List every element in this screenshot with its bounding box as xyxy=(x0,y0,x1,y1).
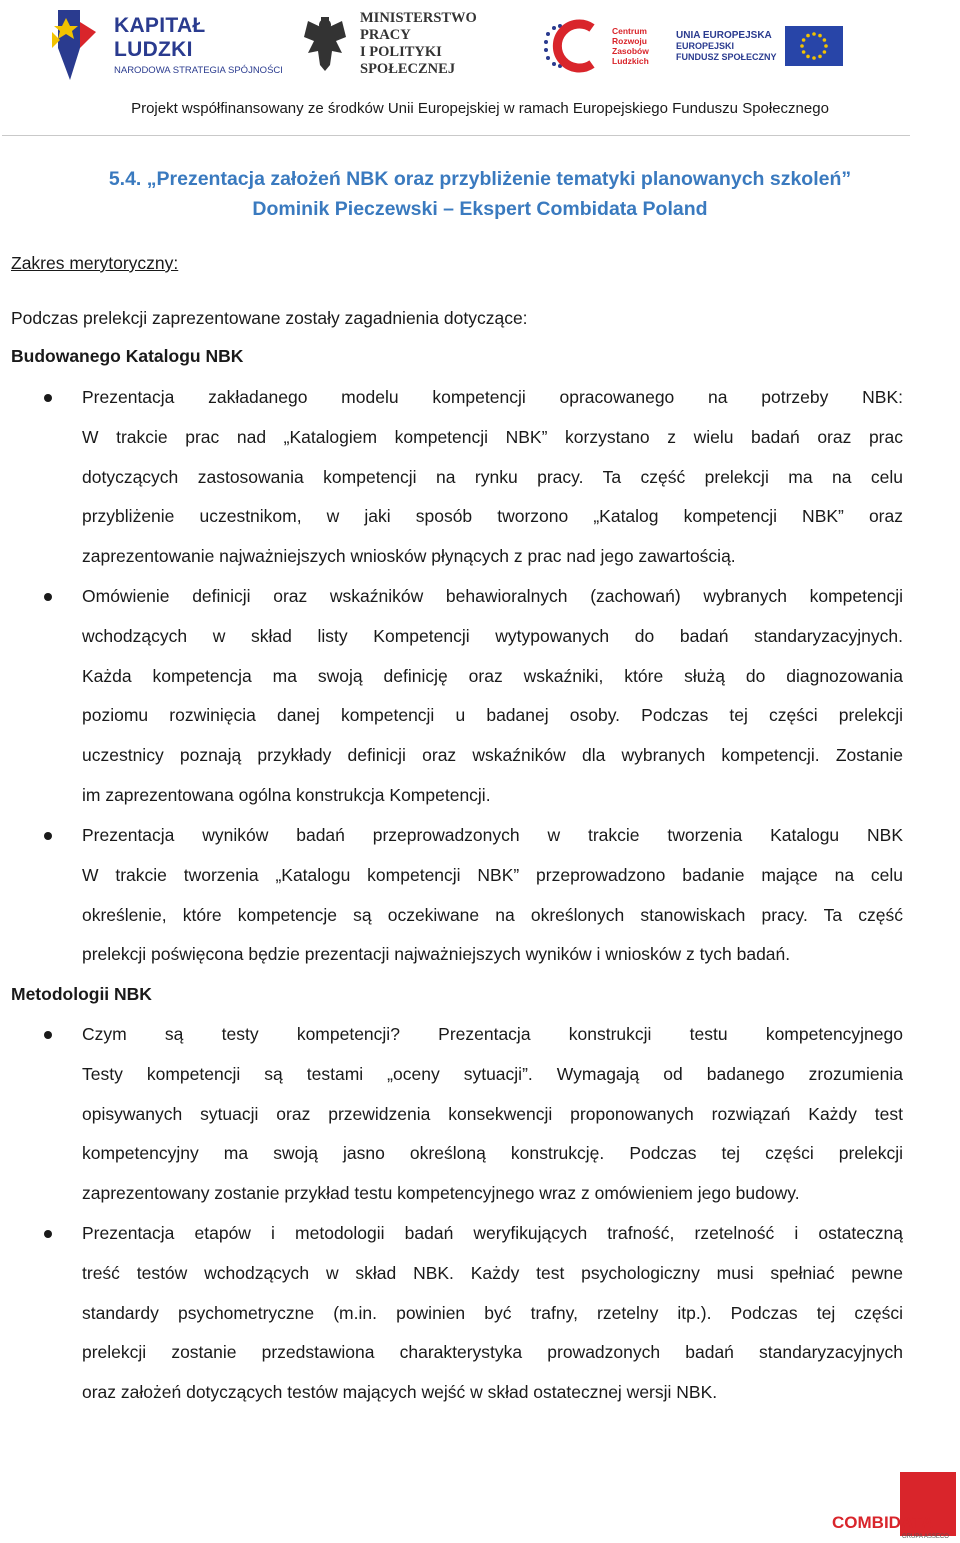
group2-heading: Metodologii NBK xyxy=(11,984,152,1004)
text-line: treść testów wchodzących w skład NBK. Każdy test psychologiczny musi spełniać pewne xyxy=(82,1262,903,1283)
section-speaker: Dominik Pieczewski – Ekspert Combidata Poland xyxy=(252,198,708,220)
text-line: opisywanych sytuacji oraz przewidzenia konsekwencji proponowanych rozwiązań Każdy test xyxy=(82,1103,903,1124)
text-line: prelekcji zostanie przedstawiona charakterystyka prowadzonych badań standaryzacyjnych xyxy=(82,1342,903,1363)
ministry-line2: I POLITYKI SPOŁECZNEJ xyxy=(360,44,456,77)
eu-line1: UNIA EUROPEJSKA xyxy=(676,29,772,41)
group1-item1 xyxy=(82,378,903,577)
logo-bar xyxy=(0,0,960,92)
text-line: Prezentacja etapów i metodologii badań weryfikujących trafność, rzetelność i ostateczną xyxy=(82,1223,903,1243)
header-divider xyxy=(2,135,910,136)
text-line: prelekcji poświęcona będzie prezentacji najważniejszych wyników i wniosków z tych badań. xyxy=(82,944,791,965)
text-line: W trakcie tworzenia „Katalogu kompetencji NBK” przeprowadzono badanie mające na celu xyxy=(82,864,903,885)
text-line: wchodzących w skład listy Kompetencji wytypowanych do badań standaryzacyjnych. xyxy=(82,625,903,646)
crzl-line4: Ludzkich xyxy=(612,56,649,66)
kapital-ludzki-title: KAPITAŁ LUDZKI xyxy=(114,14,206,61)
cofunding-note: Projekt współfinansowany ze środków Unii Europejskiej w ramach Europejskiego Funduszu Społecznego xyxy=(131,100,829,117)
text-line: Testy kompetencji są testami „oceny sytuacji”. Wymagają od badanego zrozumienia xyxy=(82,1063,903,1084)
intro-text: Podczas prelekcji zaprezentowane zostały zagadnienia dotyczące: xyxy=(11,308,528,328)
group1-item3 xyxy=(82,816,903,975)
eu-line2: EUROPEJSKI xyxy=(676,40,735,51)
text-line: określenie, które kompetencje są oczekiwane na określonych stanowiskach pracy. Ta część xyxy=(82,904,903,925)
text-line: Każda kompetencja ma swoją definicję oraz wskaźniki, które służą do diagnozowania xyxy=(82,665,903,686)
bullet-icon xyxy=(44,394,52,402)
text-line: Omówienie definicji oraz wskaźników behawioralnych (zachowań) wybranych kompetencji xyxy=(82,586,903,606)
text-line: dotyczących zastosowania kompetencji na rynku pracy. Ta część prelekcji ma na celu xyxy=(82,466,903,487)
text-line: kompetencyjny ma swoją jasno określoną konstrukcję. Podczas tej części prelekcji xyxy=(82,1143,903,1164)
ministry-line1: MINISTERSTWO PRACY xyxy=(360,10,477,43)
crzl-emblem-icon xyxy=(540,16,660,76)
text-line: uczestnicy poznają przykłady definicji oraz wskaźników dla wybranych kompetencji. Zostanie xyxy=(82,745,903,766)
combidata-logo xyxy=(830,1470,958,1540)
group2-item1 xyxy=(82,1015,903,1214)
ministry-logo xyxy=(300,10,530,77)
eu-flag-icon xyxy=(785,26,843,66)
group1-heading: Budowanego Katalogu NBK xyxy=(11,346,244,366)
bullet-icon xyxy=(44,1031,52,1039)
group1-item2 xyxy=(82,577,903,816)
combidata-subtext: GRUPA ASSECO xyxy=(902,1534,949,1540)
text-line: Prezentacja wyników badań przeprowadzonych w trakcie tworzenia Katalogu NBK xyxy=(82,825,903,845)
text-line: zaprezentowanie najważniejszych wniosków płynących z prac nad jego zawartością. xyxy=(82,546,736,567)
crzl-line1: Centrum xyxy=(612,26,647,36)
section-title: 5.4. „Prezentacja założeń NBK oraz przybliżenie tematyki planowanych szkoleń” xyxy=(108,168,852,190)
text-line: Czym są testy kompetencji? Prezentacja konstrukcji testu kompetencyjnego xyxy=(82,1024,903,1044)
kapital-ludzki-logo xyxy=(50,6,290,84)
scope-label: Zakres merytoryczny: xyxy=(11,253,179,273)
combidata-wordmark: COMBIDATA xyxy=(832,1513,934,1532)
text-line: przybliżenie uczestnikom, w jaki sposób tworzono „Katalog kompetencji NBK” oraz xyxy=(82,506,903,527)
crzl-logo xyxy=(540,16,660,76)
crzl-line3: Zasobów xyxy=(612,46,649,56)
combidata-logo-icon xyxy=(830,1470,958,1540)
bullet-icon xyxy=(44,593,52,601)
kapital-ludzki-emblem-icon xyxy=(50,8,110,82)
text-line: oraz założeń dotyczących testów mających wejść w skład ostatecznej wersji NBK. xyxy=(82,1382,718,1403)
text-line: zaprezentowany zostanie przykład testu kompetencyjnego wraz z omówieniem jego budowy. xyxy=(82,1183,800,1204)
group2-item2 xyxy=(82,1214,903,1413)
kapital-ludzki-subtitle: NARODOWA STRATEGIA SPÓJNOŚCI xyxy=(114,65,283,76)
eu-line3: FUNDUSZ SPOŁECZNY xyxy=(676,51,777,62)
bullet-icon xyxy=(44,1230,52,1238)
text-line: poziomu rozwinięcia danej kompetencji u badanej osoby. Podczas tej części prelekcji xyxy=(82,705,903,726)
bullet-icon xyxy=(44,832,52,840)
text-line: im zaprezentowana ogólna konstrukcja Kompetencji. xyxy=(82,784,491,805)
text-line: standardy psychometryczne (m.in. powinien być trafny, rzetelny itp.). Podczas tej części xyxy=(82,1302,903,1323)
crzl-line2: Rozwoju xyxy=(612,36,647,46)
text-line: W trakcie prac nad „Katalogiem kompetencji NBK” korzystano z wielu badań oraz prac xyxy=(82,426,903,447)
text-line: Prezentacja zakładanego modelu kompetencji opracowanego na potrzeby NBK: xyxy=(82,387,903,407)
polish-eagle-icon xyxy=(300,15,350,73)
eu-logo xyxy=(676,22,846,70)
